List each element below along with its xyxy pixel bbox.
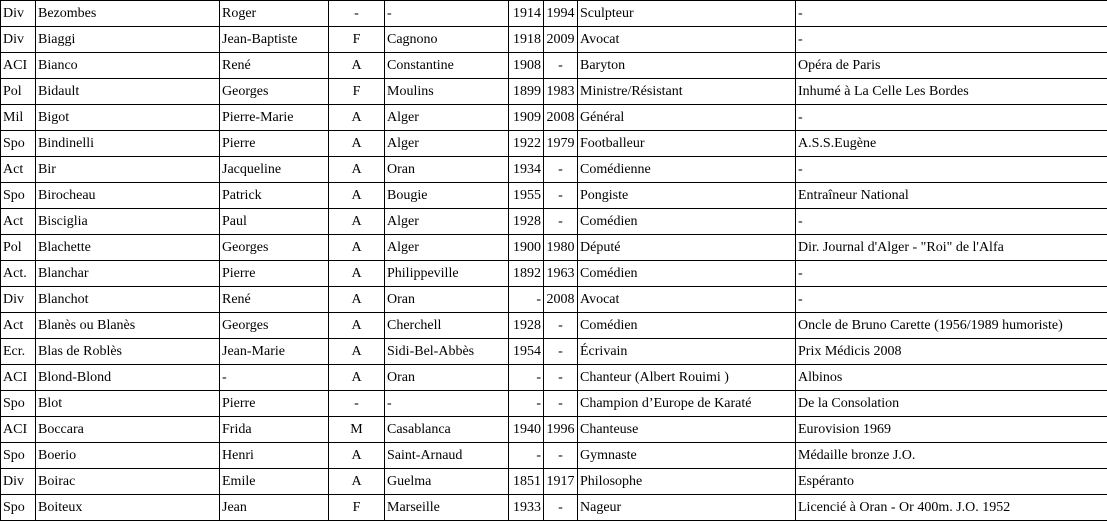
firstname-cell: René — [220, 53, 329, 79]
category-cell: Act — [1, 157, 36, 183]
firstname-cell: Georges — [220, 79, 329, 105]
table-row — [1, 53, 1107, 79]
origin-code-cell: F — [329, 27, 385, 53]
table-row — [1, 495, 1107, 521]
firstname-cell: Pierre — [220, 131, 329, 157]
origin-code-cell: A — [329, 261, 385, 287]
death-year-cell: 1996 — [544, 417, 578, 443]
remark-cell: - — [796, 1, 1107, 27]
firstname-cell: Jacqueline — [220, 157, 329, 183]
table-row — [1, 443, 1107, 469]
category-cell: Div — [1, 469, 36, 495]
birth-year-cell: 1928 — [509, 313, 544, 339]
origin-code-cell: A — [329, 469, 385, 495]
birth-year-cell: - — [509, 365, 544, 391]
profession-cell: Général — [578, 105, 796, 131]
category-cell: Div — [1, 1, 36, 27]
firstname-cell: Pierre — [220, 391, 329, 417]
origin-code-cell: A — [329, 365, 385, 391]
surname-cell: Blanchot — [36, 287, 220, 313]
origin-code-cell: - — [329, 391, 385, 417]
origin-code-cell: A — [329, 183, 385, 209]
origin-code-cell: A — [329, 53, 385, 79]
category-cell: Spo — [1, 183, 36, 209]
surname-cell: Bisciglia — [36, 209, 220, 235]
table-row — [1, 313, 1107, 339]
origin-code-cell: M — [329, 417, 385, 443]
firstname-cell: - — [220, 365, 329, 391]
birthplace-cell: Saint-Arnaud — [385, 443, 509, 469]
category-cell: Div — [1, 27, 36, 53]
profession-cell: Sculpteur — [578, 1, 796, 27]
remark-cell: Oncle de Bruno Carette (1956/1989 humoriste) — [796, 313, 1107, 339]
death-year-cell: - — [544, 339, 578, 365]
firstname-cell: Patrick — [220, 183, 329, 209]
remark-cell: Médaille bronze J.O. — [796, 443, 1107, 469]
profession-cell: Nageur — [578, 495, 796, 521]
birth-year-cell: 1909 — [509, 105, 544, 131]
table-row — [1, 27, 1107, 53]
table-row — [1, 183, 1107, 209]
remark-cell: Licencié à Oran - Or 400m. J.O. 1952 — [796, 495, 1107, 521]
death-year-cell: 2008 — [544, 287, 578, 313]
birth-year-cell: 1851 — [509, 469, 544, 495]
death-year-cell: - — [544, 53, 578, 79]
origin-code-cell: A — [329, 443, 385, 469]
table-row — [1, 1, 1107, 27]
birthplace-cell: Alger — [385, 209, 509, 235]
category-cell: Spo — [1, 443, 36, 469]
category-cell: Ecr. — [1, 339, 36, 365]
birth-year-cell: 1955 — [509, 183, 544, 209]
firstname-cell: Jean-Baptiste — [220, 27, 329, 53]
category-cell: ACI — [1, 417, 36, 443]
birthplace-cell: Oran — [385, 365, 509, 391]
category-cell: Pol — [1, 235, 36, 261]
surname-cell: Bidault — [36, 79, 220, 105]
surname-cell: Biaggi — [36, 27, 220, 53]
firstname-cell: Emile — [220, 469, 329, 495]
origin-code-cell: F — [329, 495, 385, 521]
surname-cell: Blanchar — [36, 261, 220, 287]
birthplace-cell: Cherchell — [385, 313, 509, 339]
origin-code-cell: A — [329, 131, 385, 157]
death-year-cell: - — [544, 391, 578, 417]
death-year-cell: - — [544, 209, 578, 235]
origin-code-cell: A — [329, 235, 385, 261]
remark-cell: Albinos — [796, 365, 1107, 391]
birth-year-cell: 1922 — [509, 131, 544, 157]
profession-cell: Avocat — [578, 27, 796, 53]
surname-cell: Bindinelli — [36, 131, 220, 157]
category-cell: Mil — [1, 105, 36, 131]
profession-cell: Comédien — [578, 313, 796, 339]
birthplace-cell: Alger — [385, 131, 509, 157]
table-row — [1, 235, 1107, 261]
profession-cell: Ministre/Résistant — [578, 79, 796, 105]
remark-cell: Entraîneur National — [796, 183, 1107, 209]
death-year-cell: - — [544, 313, 578, 339]
profession-cell: Baryton — [578, 53, 796, 79]
surname-cell: Bianco — [36, 53, 220, 79]
remark-cell: - — [796, 261, 1107, 287]
profession-cell: Comédien — [578, 261, 796, 287]
surname-cell: Birocheau — [36, 183, 220, 209]
category-cell: Act — [1, 313, 36, 339]
profession-cell: Footballeur — [578, 131, 796, 157]
surname-cell: Blond-Blond — [36, 365, 220, 391]
profession-cell: Comédienne — [578, 157, 796, 183]
death-year-cell: 1983 — [544, 79, 578, 105]
firstname-cell: Pierre — [220, 261, 329, 287]
remark-cell: Dir. Journal d'Alger - "Roi" de l'Alfa — [796, 235, 1107, 261]
profession-cell: Philosophe — [578, 469, 796, 495]
birth-year-cell: 1940 — [509, 417, 544, 443]
death-year-cell: 1917 — [544, 469, 578, 495]
birthplace-cell: Alger — [385, 235, 509, 261]
remark-cell: Espéranto — [796, 469, 1107, 495]
remark-cell: - — [796, 105, 1107, 131]
profession-cell: Comédien — [578, 209, 796, 235]
death-year-cell: 1963 — [544, 261, 578, 287]
death-year-cell: - — [544, 157, 578, 183]
origin-code-cell: A — [329, 209, 385, 235]
category-cell: Spo — [1, 391, 36, 417]
origin-code-cell: A — [329, 339, 385, 365]
birth-year-cell: 1900 — [509, 235, 544, 261]
surname-cell: Boccara — [36, 417, 220, 443]
death-year-cell: 1994 — [544, 1, 578, 27]
table-row — [1, 391, 1107, 417]
profession-cell: Chanteur (Albert Rouimi ) — [578, 365, 796, 391]
profession-cell: Chanteuse — [578, 417, 796, 443]
birthplace-cell: Oran — [385, 157, 509, 183]
birthplace-cell: Guelma — [385, 469, 509, 495]
table-row — [1, 417, 1107, 443]
birth-year-cell: 1908 — [509, 53, 544, 79]
table-row — [1, 131, 1107, 157]
profession-cell: Champion d’Europe de Karaté — [578, 391, 796, 417]
death-year-cell: - — [544, 183, 578, 209]
remark-cell: De la Consolation — [796, 391, 1107, 417]
surname-cell: Boerio — [36, 443, 220, 469]
origin-code-cell: A — [329, 287, 385, 313]
birthplace-cell: Cagnono — [385, 27, 509, 53]
remark-cell: A.S.S.Eugène — [796, 131, 1107, 157]
profession-cell: Écrivain — [578, 339, 796, 365]
table-row — [1, 79, 1107, 105]
birth-year-cell: 1928 — [509, 209, 544, 235]
birth-year-cell: - — [509, 391, 544, 417]
table-body — [1, 1, 1107, 521]
death-year-cell: - — [544, 365, 578, 391]
table-row — [1, 157, 1107, 183]
remark-cell: Prix Médicis 2008 — [796, 339, 1107, 365]
surname-cell: Bir — [36, 157, 220, 183]
surname-cell: Boiteux — [36, 495, 220, 521]
surname-cell: Boirac — [36, 469, 220, 495]
profession-cell: Député — [578, 235, 796, 261]
table-row — [1, 365, 1107, 391]
birthplace-cell: Sidi-Bel-Abbès — [385, 339, 509, 365]
firstname-cell: Georges — [220, 313, 329, 339]
surname-cell: Blanès ou Blanès — [36, 313, 220, 339]
category-cell: Act. — [1, 261, 36, 287]
birthplace-cell: Constantine — [385, 53, 509, 79]
table-row — [1, 209, 1107, 235]
origin-code-cell: - — [329, 1, 385, 27]
table-row — [1, 469, 1107, 495]
death-year-cell: - — [544, 495, 578, 521]
birth-year-cell: 1914 — [509, 1, 544, 27]
category-cell: ACI — [1, 53, 36, 79]
category-cell: Spo — [1, 495, 36, 521]
birth-year-cell: 1892 — [509, 261, 544, 287]
profession-cell: Pongiste — [578, 183, 796, 209]
birthplace-cell: Casablanca — [385, 417, 509, 443]
birthplace-cell: - — [385, 391, 509, 417]
birth-year-cell: - — [509, 287, 544, 313]
table-row — [1, 261, 1107, 287]
category-cell: Pol — [1, 79, 36, 105]
death-year-cell: 1980 — [544, 235, 578, 261]
death-year-cell: 2009 — [544, 27, 578, 53]
birthplace-cell: Alger — [385, 105, 509, 131]
death-year-cell: 1979 — [544, 131, 578, 157]
firstname-cell: Henri — [220, 443, 329, 469]
birth-year-cell: - — [509, 443, 544, 469]
remark-cell: - — [796, 287, 1107, 313]
birth-year-cell: 1918 — [509, 27, 544, 53]
firstname-cell: Georges — [220, 235, 329, 261]
firstname-cell: Roger — [220, 1, 329, 27]
birthplace-cell: Oran — [385, 287, 509, 313]
firstname-cell: Jean-Marie — [220, 339, 329, 365]
category-cell: Act — [1, 209, 36, 235]
firstname-cell: Frida — [220, 417, 329, 443]
firstname-cell: Jean — [220, 495, 329, 521]
firstname-cell: René — [220, 287, 329, 313]
firstname-cell: Paul — [220, 209, 329, 235]
birth-year-cell: 1934 — [509, 157, 544, 183]
surname-cell: Bigot — [36, 105, 220, 131]
birth-year-cell: 1933 — [509, 495, 544, 521]
birthplace-cell: - — [385, 1, 509, 27]
table-row — [1, 287, 1107, 313]
category-cell: ACI — [1, 365, 36, 391]
table-row — [1, 105, 1107, 131]
birth-year-cell: 1899 — [509, 79, 544, 105]
surname-cell: Blas de Roblès — [36, 339, 220, 365]
birthplace-cell: Marseille — [385, 495, 509, 521]
firstname-cell: Pierre-Marie — [220, 105, 329, 131]
death-year-cell: 2008 — [544, 105, 578, 131]
birthplace-cell: Bougie — [385, 183, 509, 209]
profession-cell: Avocat — [578, 287, 796, 313]
death-year-cell: - — [544, 443, 578, 469]
category-cell: Spo — [1, 131, 36, 157]
profession-cell: Gymnaste — [578, 443, 796, 469]
remark-cell: Inhumé à La Celle Les Bordes — [796, 79, 1107, 105]
surname-cell: Blot — [36, 391, 220, 417]
table-row — [1, 339, 1107, 365]
origin-code-cell: F — [329, 79, 385, 105]
origin-code-cell: A — [329, 105, 385, 131]
remark-cell: - — [796, 157, 1107, 183]
origin-code-cell: A — [329, 313, 385, 339]
birth-year-cell: 1954 — [509, 339, 544, 365]
category-cell: Div — [1, 287, 36, 313]
remark-cell: Eurovision 1969 — [796, 417, 1107, 443]
surname-cell: Blachette — [36, 235, 220, 261]
remark-cell: Opéra de Paris — [796, 53, 1107, 79]
birthplace-cell: Moulins — [385, 79, 509, 105]
remark-cell: - — [796, 209, 1107, 235]
surname-cell: Bezombes — [36, 1, 220, 27]
birthplace-cell: Philippeville — [385, 261, 509, 287]
remark-cell: - — [796, 27, 1107, 53]
origin-code-cell: A — [329, 157, 385, 183]
